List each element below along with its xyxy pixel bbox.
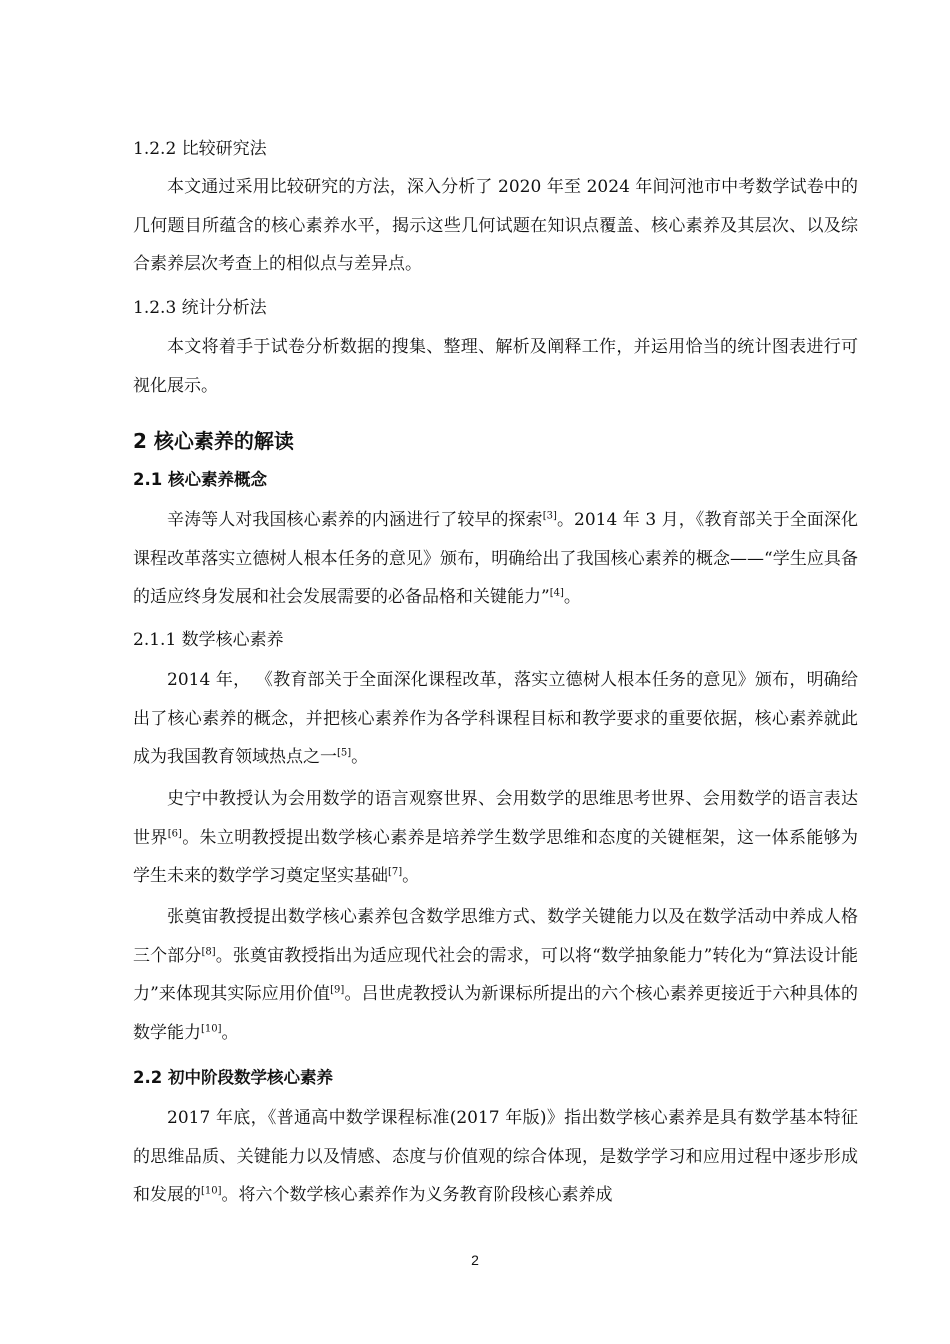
citation-ref: [9] (330, 984, 345, 996)
paragraph-math-core-literacy-2: 史宁中教授认为会用数学的语言观察世界、会用数学的思维思考世界、会用数学的语言表达世界[6]。朱立明教授提出数学核心素养是培养学生数学思维和态度的关键框架，这一体系能够为学生未来的数学学习奠定坚实基础[7]。 (133, 789, 859, 886)
citation-ref: [10] (201, 1185, 222, 1197)
citation-ref: [3] (542, 510, 557, 522)
section-heading-2-1-1: 2.1.1 数学核心素养 (133, 630, 284, 650)
paragraph-math-core-literacy-3: 张奠宙教授提出数学核心素养包含数学思维方式、数学关键能力以及在数学活动中养成人格三个部分[8]。张奠宙教授指出为适应现代社会的需求，可以将“数学抽象能力”转化为“算法设计能力”来体现其实际应用价值[9]。吕世虎教授认为新课标所提出的六个核心素养更接近于六种具体的数学能力[10]。 (133, 907, 859, 1043)
paragraph-junior-high-core-literacy: 2017 年底，《普通高中数学课程标准(2017 年版)》指出数学核心素养是具有数学基本特征的思维品质、关键能力以及情感、态度与价值观的综合体现，是数学学习和应用过程中逐步形成和发展的[10]。将六个数学核心素养作为义务教育阶段核心素养成 (133, 1108, 858, 1205)
citation-ref: [7] (388, 866, 403, 878)
paragraph-core-literacy-concept: 辛涛等人对我国核心素养的内涵进行了较早的探索[3]。2014 年 3 月，《教育部关于全面深化课程改革落实立德树人根本任务的意见》颁布，明确给出了我国核心素养的概念——“学生应具备的适应终身发展和社会发展需要的必备品格和关键能力”[4]。 (133, 510, 859, 607)
section-heading-2-1: 2.1 核心素养概念 (133, 470, 267, 489)
paragraph-statistical-method: 本文将着手于试卷分析数据的搜集、整理、解析及阐释工作，并运用恰当的统计图表进行可视化展示。 (133, 337, 858, 396)
citation-ref: [10] (201, 1022, 222, 1034)
citation-ref: [5] (337, 747, 352, 759)
citation-ref: [8] (201, 945, 216, 957)
paragraph-comparison-method: 本文通过采用比较研究的方法，深入分析了 2020 年至 2024 年间河池市中考数学试卷中的几何题目所蕴含的核心素养水平，揭示这些几何试题在知识点覆盖、核心素养及其层次、以及综合素养层次考查上的相似点与差异点。 (133, 177, 858, 274)
page-number: 2 (471, 1252, 479, 1268)
section-heading-1-2-3: 1.2.3 统计分析法 (133, 298, 267, 318)
citation-ref: [6] (167, 827, 182, 839)
section-heading-2-2: 2.2 初中阶段数学核心素养 (133, 1068, 333, 1087)
section-heading-1-2-2: 1.2.2 比较研究法 (133, 139, 267, 159)
chapter-heading-2: 2 核心素养的解读 (133, 429, 294, 453)
paragraph-math-core-literacy-1: 2014 年， 《教育部关于全面深化课程改革，落实立德树人根本任务的意见》颁布，明确给出了核心素养的概念，并把核心素养作为各学科课程目标和教学要求的重要依据，核心素养就此成为我国教育领域热点之一[5]。 (133, 670, 858, 767)
citation-ref: [4] (549, 587, 564, 599)
